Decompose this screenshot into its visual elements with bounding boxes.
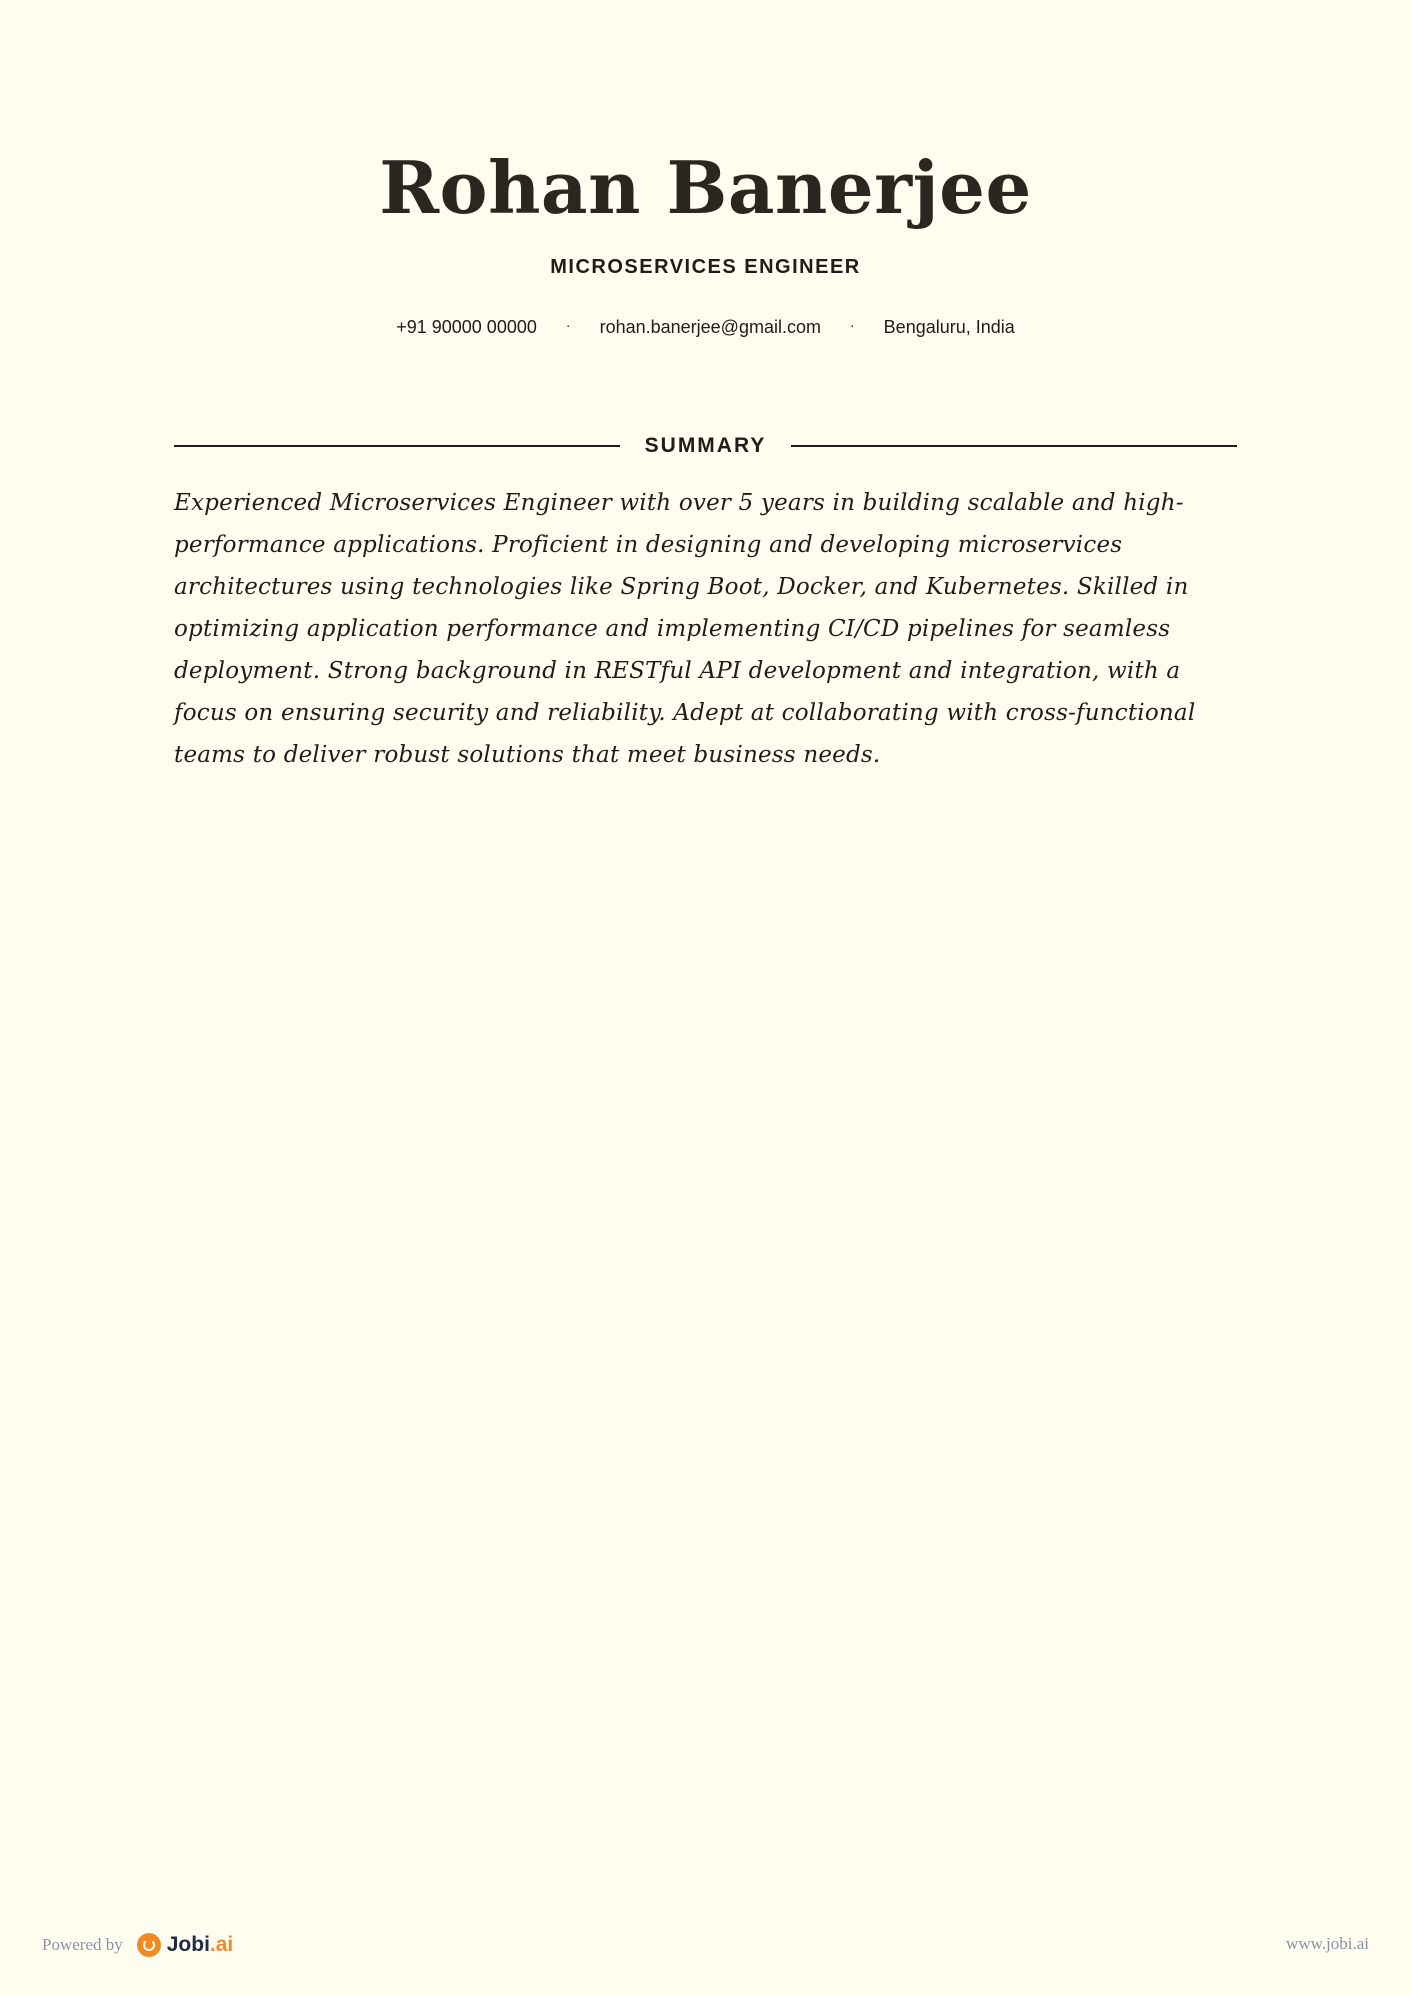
divider-right [791, 445, 1237, 447]
summary-heading: SUMMARY [644, 434, 767, 457]
jobi-logo-icon [137, 1933, 161, 1957]
location: Bengaluru, India [883, 317, 1015, 337]
email-address: rohan.banerjee@gmail.com [599, 317, 821, 337]
job-title: MICROSERVICES ENGINEER [550, 256, 861, 278]
logo-accent: .ai [209, 1933, 234, 1956]
website-link[interactable]: www.jobi.ai [1286, 1934, 1369, 1953]
contact-separator: · [849, 317, 855, 333]
contact-line [0, 317, 1411, 338]
phone-number: +91 90000 00000 [396, 317, 537, 337]
powered-by-label: Powered by [42, 1935, 123, 1954]
summary-text: Experienced Microservices Engineer with over 5 years in building scalable and high-performance applications. Proficient in designing and developing microservices architectures using technologies like Spring Boot, Docker, and Kubernetes. Skilled in optimizing application performance and implementing CI/CD pipelines for seamless deployment. Strong background in RESTful API development and integration, with a focus on ensuring security and reliability. Adept at collaborating with cross-functional teams to deliver robust solutions that meet business needs. [174, 490, 1196, 768]
summary-section-header [174, 432, 1237, 460]
powered-by-badge [42, 1930, 233, 1960]
contact-separator: · [565, 317, 571, 333]
jobi-logo-text [167, 1933, 234, 1957]
logo-main: Jobi [166, 1933, 210, 1956]
candidate-name: Rohan Banerjee [379, 145, 1032, 230]
